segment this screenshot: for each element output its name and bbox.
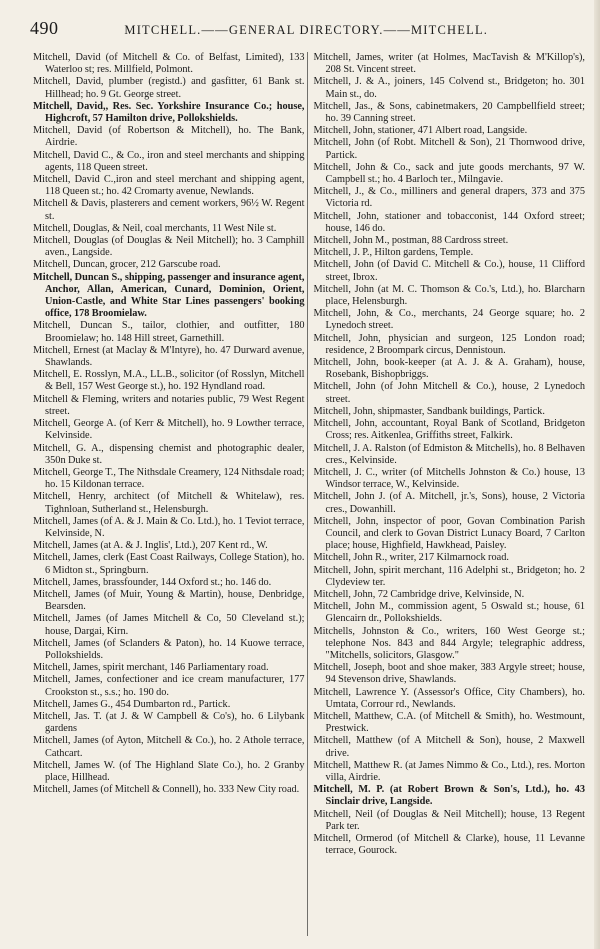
directory-entry: Mitchell, G. A., dispensing chemist and photographic dealer, 350n Duke st.	[33, 442, 305, 466]
directory-entry: Mitchell, John, 72 Cambridge drive, Kelvinside, N.	[313, 588, 525, 600]
directory-entry: Mitchell, Lawrence Y. (Assessor's Office, City Chambers), ho. Umtata, Corrour rd., Newlands.	[313, 686, 585, 710]
directory-entry: Mitchell, John, book-keeper (at A. J. & A. Graham), house, Rosebank, Bishopbriggs.	[313, 357, 585, 381]
directory-entry: Mitchell, M. P. (at Robert Brown & Son's, Ltd.), ho. 43 Sinclair drive, Langside.	[313, 784, 585, 808]
directory-entry: Mitchell, Duncan S., shipping, passenger and insurance agent, Anchor, Allan, American, Cunard, Dominion, Orient, Union-Castle, and White Star Lines passengers' booking office, 178 Broomielaw.	[33, 271, 305, 320]
directory-columns	[33, 52, 585, 857]
directory-entry: Mitchell, John, inspector of poor, Govan Combination Parish Council, and clerk to Govan District Lunacy Board, 7 Carlton place; house, Highfield, Hawkhead, Paisley.	[313, 515, 585, 552]
directory-entry: Mitchell, Neil (of Douglas & Neil Mitchell); house, 13 Regent Park ter.	[313, 808, 585, 832]
directory-entry: Mitchell & Fleming, writers and notaries public, 79 West Regent street.	[33, 393, 305, 417]
directory-entry: Mitchell, Douglas (of Douglas & Neil Mitchell); ho. 3 Camphill aven., Langside.	[33, 235, 305, 259]
directory-entry: Mitchell, John (of David C. Mitchell & Co.), house, 11 Clifford street, Ibrox.	[313, 259, 585, 283]
right-column	[314, 52, 586, 857]
directory-entry: Mitchell, John, stationer and tobacconist, 144 Oxford street; house, 146 do.	[313, 210, 585, 234]
directory-entry: Mitchell, Duncan S., tailor, clothier, and outfitter, 180 Broomielaw; ho. 148 Hill street, Garnethill.	[33, 320, 305, 344]
directory-entry: Mitchell, James (of Mitchell & Connell), ho. 333 New City road.	[33, 784, 300, 796]
directory-entry: Mitchell, Joseph, boot and shoe maker, 383 Argyle street; house, 94 Stevenson drive, Shawlands.	[313, 662, 585, 686]
directory-entry: Mitchell, John M., postman, 88 Cardross street.	[313, 235, 509, 247]
directory-entry: Mitchell, James, clerk (East Coast Railways, College Station), ho. 6 Midton st., Springburn.	[33, 552, 305, 576]
directory-entry: Mitchell, J. A. Ralston (of Edmiston & Mitchells), ho. 8 Belhaven cres., Kelvinside.	[313, 442, 585, 466]
directory-entry: Mitchell, John M., commission agent, 5 Oswald st.; house, 61 Glencairn dr., Pollokshields.	[313, 601, 585, 625]
left-column	[33, 52, 305, 857]
directory-entry: Mitchell, John & Co., sack and jute goods merchants, 97 W. Campbell st.; ho. 4 Barloch ter., Milngavie.	[313, 161, 585, 186]
directory-entry: Mitchell, J., & Co., milliners and general drapers, 373 and 375 Victoria rd.	[313, 186, 585, 210]
directory-entry: Mitchell, Jas. T. (at J. & W Campbell & Co's), ho. 6 Lilybank gardens	[33, 710, 305, 735]
directory-entry: Mitchell, Henry, architect (of Mitchell & Whitelaw), res. Tighnloan, Sutherland st., Helensburgh.	[33, 491, 305, 515]
directory-entry: Mitchell, James, brassfounder, 144 Oxford st.; ho. 146 do.	[33, 576, 272, 588]
directory-entry: Mitchell, Ernest (at Maclay & M'Intyre), ho. 47 Durward avenue, Shawlands.	[33, 344, 305, 369]
directory-entry: Mitchell, James (of James Mitchell & Co, 50 Cleveland st.); house, Dargai, Kirn.	[33, 613, 305, 637]
directory-entry: Mitchell & Davis, plasterers and cement workers, 96½ W. Regent st.	[33, 198, 305, 222]
directory-entry: Mitchell, John, shipmaster, Sandbank buildings, Partick.	[313, 405, 545, 417]
directory-entry: Mitchell, David,, Res. Sec. Yorkshire Insurance Co.; house, Highcroft, 57 Hamilton drive, Pollokshields.	[33, 100, 305, 125]
directory-entry: Mitchell, James (of Ayton, Mitchell & Co.), ho. 2 Athole terrace, Cathcart.	[33, 735, 305, 759]
directory-entry: Mitchell, James G., 454 Dumbarton rd., Partick.	[33, 698, 231, 710]
directory-entry: Mitchell, John, stationer, 471 Albert road, Langside.	[313, 125, 528, 137]
directory-entry: Mitchell, David C., & Co., iron and steel merchants and shipping agents, 118 Queen street.	[33, 149, 305, 173]
page-number: 490	[30, 18, 59, 38]
directory-entry: Mitchell, John, physician and surgeon, 125 London road; residence, 2 Broompark circus, Dennistoun.	[313, 332, 585, 356]
directory-entry: Mitchell, James (of Muir, Young & Martin), house, Denbridge, Bearsden.	[33, 588, 305, 613]
directory-entry: Mitchell, David, plumber (registd.) and gasfitter, 61 Bank st. Hillhead; ho. 9 Gt. George street.	[33, 76, 305, 100]
directory-entry: Mitchell, Matthew (of A Mitchell & Son), house, 2 Maxwell drive.	[313, 735, 585, 759]
directory-entry: Mitchell, John (of John Mitchell & Co.), house, 2 Lynedoch street.	[313, 381, 585, 405]
directory-entry: Mitchell, James, writer (at Holmes, MacTavish & M'Killop's), 208 St. Vincent street.	[313, 52, 585, 76]
directory-entry: Mitchell, George A. (of Kerr & Mitchell), ho. 9 Lowther terrace, Kelvinside.	[33, 418, 305, 442]
directory-entry: Mitchell, David (of Robertson & Mitchell), ho. The Bank, Airdrie.	[33, 125, 305, 149]
directory-entry: Mitchell, John J. (of A. Mitchell, jr.'s, Sons), house, 2 Victoria cres., Dowanhill.	[313, 491, 585, 515]
directory-entry: Mitchell, John, spirit merchant, 116 Adelphi st., Bridgeton; ho. 2 Clydeview ter.	[313, 564, 585, 588]
directory-entry: Mitchell, J. C., writer (of Mitchells Johnston & Co.) house, 13 Windsor terrace, W., Kelvinside.	[313, 466, 585, 491]
directory-entry: Mitchell, Ormerod (of Mitchell & Clarke), house, 11 Levanne terrace, Gourock.	[313, 833, 585, 857]
directory-entry: Mitchell, George T., The Nithsdale Creamery, 124 Nithsdale road; ho. 15 Kildonan terrace.	[33, 466, 305, 491]
directory-entry: Mitchell, James (of A. & J. Main & Co. Ltd.), ho. 1 Teviot terrace, Kelvinside, N.	[33, 515, 305, 539]
directory-entry: Mitchell, James (at A. & J. Inglis', Ltd.), 207 Kent rd., W.	[33, 540, 268, 552]
directory-entry: Mitchell, John, accountant, Royal Bank of Scotland, Bridgeton Cross; res. Aitkenlea, Griffiths street, Falkirk.	[313, 418, 585, 442]
directory-entry: Mitchell, James, spirit merchant, 146 Parliamentary road.	[33, 662, 269, 674]
directory-entry: Mitchell, David C.,iron and steel merchant and shipping agent, 118 Queen st.; ho. 42 Cromarty avenue, Newlands.	[33, 174, 305, 198]
directory-entry: Mitchell, John (at M. C. Thomson & Co.'s, Ltd.), ho. Blarcharn place, Helensburgh.	[313, 283, 585, 308]
directory-entry: Mitchell, John (of Robt. Mitchell & Son), 21 Thornwood drive, Partick.	[313, 137, 585, 161]
directory-entry: Mitchell, James, confectioner and ice cream manufacturer, 177 Crookston st., s.s.; ho. 190 do.	[33, 674, 305, 698]
directory-entry: Mitchell, Matthew, C.A. (of Mitchell & Smith), ho. Westmount, Prestwick.	[313, 710, 585, 735]
column-divider	[307, 52, 308, 936]
directory-entry: Mitchell, J. P., Hilton gardens, Temple.	[313, 247, 474, 259]
directory-entry: Mitchell, Douglas, & Neil, coal merchants, 11 West Nile st.	[33, 222, 277, 234]
directory-entry: Mitchells, Johnston & Co., writers, 160 West George st.; telephone Nos. 843 and 844 Argyle; telegraphic address, "Mitchells, solicitors, Glasgow."	[313, 625, 585, 661]
page-edge	[594, 0, 600, 949]
directory-entry: Mitchell, Duncan, grocer, 212 Garscube road.	[33, 259, 221, 271]
directory-entry: Mitchell, James W. (of The Highland Slate Co.), ho. 2 Granby place, Hillhead.	[33, 759, 305, 783]
directory-entry: Mitchell, John, & Co., merchants, 24 George square; ho. 2 Lynedoch street.	[313, 308, 585, 332]
directory-entry: Mitchell, Matthew R. (at James Nimmo & Co., Ltd.), res. Morton villa, Airdrie.	[313, 759, 585, 783]
directory-entry: Mitchell, E. Rosslyn, M.A., LL.B., solicitor (of Rosslyn, Mitchell & Bell, 157 West George st.), ho. 192 Hyndland road.	[33, 369, 305, 393]
running-head: MITCHELL.——GENERAL DIRECTORY.——MITCHELL.	[124, 23, 489, 37]
directory-entry: Mitchell, James (of Sclanders & Paton), ho. 14 Kuowe terrace, Pollokshields.	[33, 637, 305, 661]
directory-entry: Mitchell, John R., writer, 217 Kilmarnock road.	[313, 552, 509, 564]
directory-entry: Mitchell, J. & A., joiners, 145 Colvend st., Bridgeton; ho. 301 Main st., do.	[313, 76, 585, 100]
directory-entry: Mitchell, David (of Mitchell & Co. of Belfast, Limited), 133 Waterloo st; res. Millfield, Polmont.	[33, 52, 305, 76]
page-header	[30, 18, 590, 48]
directory-entry: Mitchell, Jas., & Sons, cabinetmakers, 20 Campbellfield street; ho. 39 Canning street.	[313, 100, 585, 125]
